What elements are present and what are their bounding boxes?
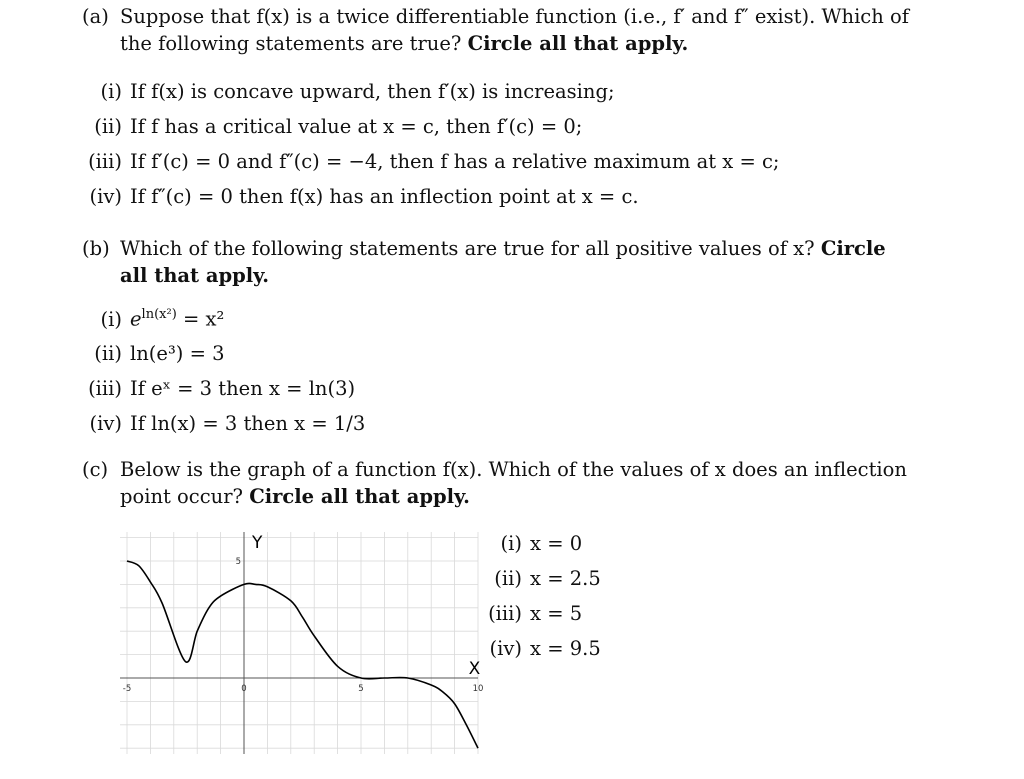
part-a-item-4[interactable] — [80, 185, 639, 208]
option-number: (i) — [500, 532, 522, 555]
item-number: (ii) — [94, 342, 122, 365]
x-tick-label: 0 — [241, 684, 247, 694]
part-b-item-4[interactable] — [80, 412, 365, 435]
part-a-item-3[interactable] — [80, 150, 779, 173]
x-tick-label: 5 — [358, 684, 364, 694]
part-a-instruction: Circle all that apply. — [467, 32, 689, 55]
item-number: (iv) — [89, 412, 122, 435]
part-c — [82, 456, 912, 510]
x-tick-label: -5 — [122, 684, 132, 694]
part-c-label: (c) — [82, 458, 109, 481]
item-text: If f″(c) = 0 then f(x) has an inflection point at x = c. — [130, 185, 639, 208]
part-a-text: Suppose that f(x) is a twice differentiable function (i.e., f′ and f″ exist). Which of the following statements are true? — [120, 5, 909, 55]
item-number: (iv) — [89, 185, 122, 208]
item-base: e — [130, 307, 142, 331]
part-b-item-3[interactable] — [80, 377, 355, 400]
item-text: = x² — [176, 307, 225, 331]
part-a — [82, 3, 912, 57]
option-text: x = 5 — [530, 602, 583, 625]
grid — [120, 532, 478, 754]
part-a-item-1[interactable] — [80, 80, 615, 103]
part-b-item-1[interactable] — [80, 307, 224, 331]
item-number: (i) — [100, 307, 122, 331]
part-c-option-2[interactable] — [476, 567, 601, 590]
part-a-item-2[interactable] — [80, 115, 582, 138]
part-b-text: Which of the following statements are true for all positive values of x? — [120, 237, 815, 260]
option-text: x = 0 — [530, 532, 583, 555]
item-number: (iii) — [88, 150, 122, 173]
y-axis-label: Y — [252, 533, 263, 553]
item-number: (i) — [100, 80, 122, 103]
item-text: If f′(c) = 0 and f″(c) = −4, then f has a relative maximum at x = c; — [130, 150, 780, 173]
option-text: x = 2.5 — [530, 567, 601, 590]
part-c-option-3[interactable] — [476, 602, 582, 625]
item-text: If f(x) is concave upward, then f′(x) is increasing; — [130, 80, 615, 103]
part-a-prompt — [120, 3, 912, 57]
part-b-label: (b) — [82, 237, 110, 260]
part-b — [82, 235, 912, 289]
item-text: If f has a critical value at x = c, then f′(c) = 0; — [130, 115, 583, 138]
x-axis-label: X — [468, 659, 481, 679]
item-number: (iii) — [88, 377, 122, 400]
part-c-instruction: Circle all that apply. — [249, 485, 470, 508]
function-graph — [118, 528, 484, 756]
part-b-instruction: Circle all that apply. — [120, 237, 886, 287]
item-text: If ln(x) = 3 then x = 1/3 — [130, 412, 366, 435]
y-tick-label: 5 — [235, 557, 241, 567]
part-c-prompt — [120, 456, 912, 510]
tick-labels — [123, 557, 484, 694]
part-a-label: (a) — [82, 5, 109, 28]
option-text: x = 9.5 — [530, 637, 601, 660]
part-c-option-4[interactable] — [476, 637, 601, 660]
option-number: (iii) — [488, 602, 522, 625]
part-c-option-1[interactable] — [476, 532, 582, 555]
x-tick-label: 10 — [472, 684, 484, 694]
option-number: (iv) — [489, 637, 522, 660]
item-exponent: ln(x²) — [141, 307, 177, 322]
item-text: ln(e³) = 3 — [130, 342, 225, 365]
part-b-item-2[interactable] — [80, 342, 225, 365]
option-number: (ii) — [494, 567, 522, 590]
item-text: If eˣ = 3 then x = ln(3) — [130, 377, 356, 400]
part-b-prompt — [120, 235, 912, 289]
part-c-text: Below is the graph of a function f(x). Which of the values of x does an inflection point occur? — [120, 458, 907, 508]
item-number: (ii) — [94, 115, 122, 138]
